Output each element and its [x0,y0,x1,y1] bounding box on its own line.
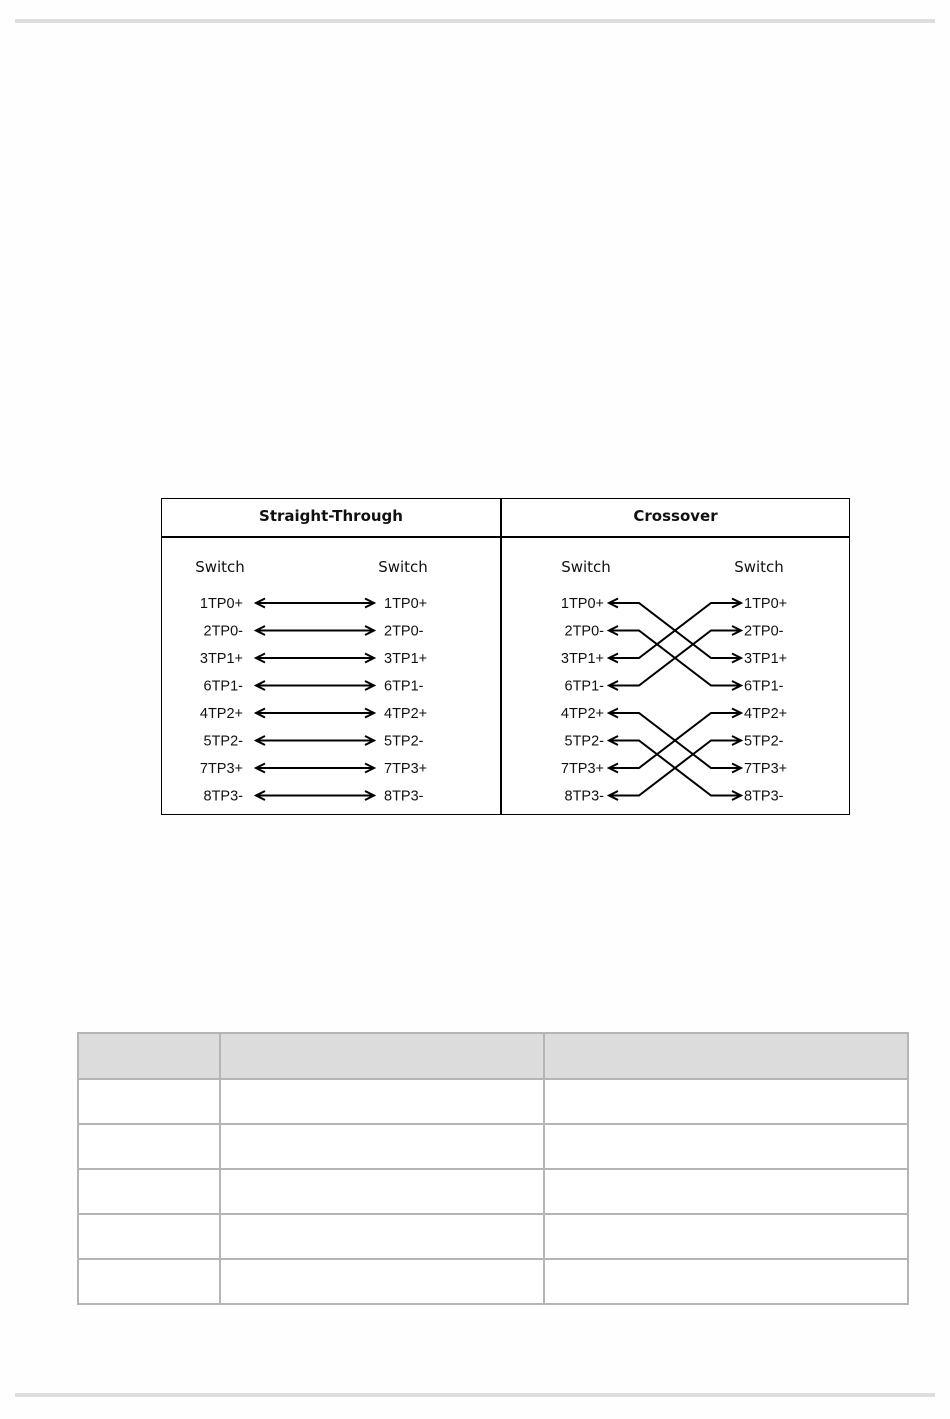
bottom-rule [15,1393,935,1397]
table-cell [78,1124,220,1169]
table-cell [544,1169,908,1214]
table-cell [544,1124,908,1169]
st-left-pin-label: 1TP0+ [199,596,243,612]
co-left-pin-label: 7TP3+ [560,761,604,777]
st-right-pin-label: 4TP2+ [384,706,428,722]
st-right-pin-label: 5TP2- [384,733,424,750]
co-left-pin-label: 1TP0+ [560,596,604,612]
co-right-pin-label: 8TP3- [744,788,784,805]
table-row [78,1214,908,1259]
table-cell [220,1214,544,1259]
table-cell [78,1214,220,1259]
st-left-pin-label: 7TP3+ [199,761,243,777]
table-cell [220,1124,544,1169]
st-left-pin-label: 3TP1+ [199,651,243,667]
st-right-pin-label: 6TP1- [384,678,424,695]
co-right-pin-label: 1TP0+ [744,596,788,612]
table-cell [220,1169,544,1214]
co-right-pin-label: 6TP1- [744,678,784,695]
table-cell [544,1079,908,1124]
co-left-pin-label: 4TP2+ [560,706,604,722]
co-left-pin-label: 6TP1- [564,678,604,695]
table-row [78,1079,908,1124]
table-row [78,1169,908,1214]
empty-table [77,1032,909,1305]
table-cell [78,1259,220,1304]
st-right-pin-label: 1TP0+ [384,596,428,612]
st-right-pin-label: 7TP3+ [384,761,428,777]
top-rule [15,19,935,23]
table-cell [78,1079,220,1124]
table-header-cell [220,1033,544,1079]
st-left-pin-label: 8TP3- [203,788,243,805]
co-right-pin-label: 2TP0- [744,623,784,640]
wiring-diagram [162,499,848,813]
st-left-pin-label: 5TP2- [203,733,243,750]
st-left-pin-label: 4TP2+ [199,706,243,722]
table-cell [220,1259,544,1304]
st-right-pin-label: 8TP3- [384,788,424,805]
table-header-cell [78,1033,220,1079]
co-left-pin-label: 3TP1+ [560,651,604,667]
st-left-pin-label: 6TP1- [203,678,243,695]
table-cell [220,1079,544,1124]
co-right-switch-label: Switch [734,558,784,576]
table-row [78,1259,908,1304]
co-left-switch-label: Switch [561,558,611,576]
co-right-pin-label: 3TP1+ [744,651,788,667]
st-right-pin-label: 2TP0- [384,623,424,640]
st-right-switch-label: Switch [378,558,428,576]
co-left-pin-label: 2TP0- [564,623,604,640]
crossover-header: Crossover [633,507,718,525]
co-right-pin-label: 7TP3+ [744,761,788,777]
table-cell [544,1259,908,1304]
table-header-cell [544,1033,908,1079]
co-right-pin-label: 4TP2+ [744,706,788,722]
table-row [78,1124,908,1169]
table-cell [78,1169,220,1214]
co-right-pin-label: 5TP2- [744,733,784,750]
st-right-pin-label: 3TP1+ [384,651,428,667]
cable-wiring-figure [161,498,850,815]
co-left-pin-label: 8TP3- [564,788,604,805]
co-left-pin-label: 5TP2- [564,733,604,750]
st-left-pin-label: 2TP0- [203,623,243,640]
straight-through-header: Straight-Through [259,507,403,525]
table-cell [544,1214,908,1259]
table-header-row [78,1033,908,1079]
st-left-switch-label: Switch [195,558,245,576]
